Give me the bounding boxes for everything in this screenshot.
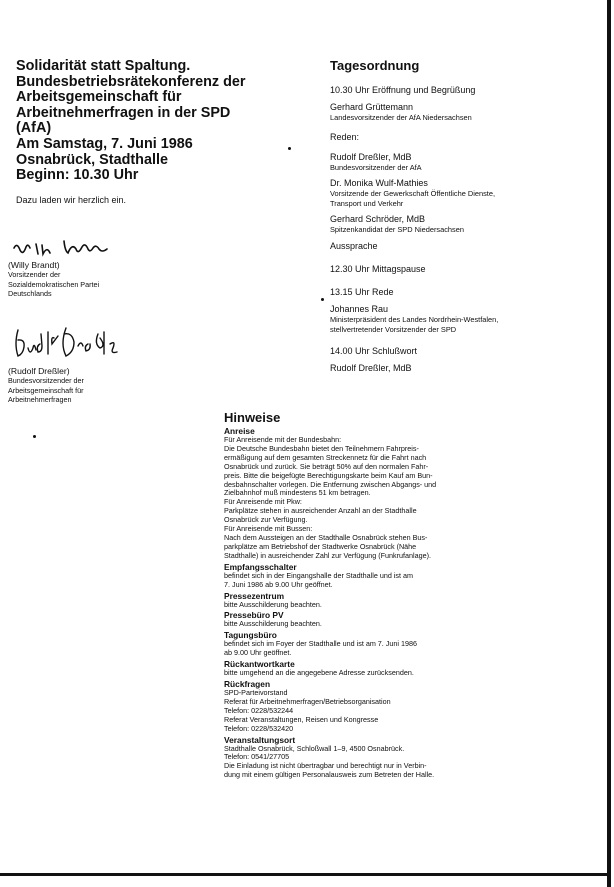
agenda-speaker-role: Spitzenkandidat der SPD Niedersachsen — [330, 225, 464, 235]
notes-line: Für Anreisende mit Pkw: — [224, 497, 302, 507]
agenda-speaker-name: Dr. Monika Wulf-Mathies — [330, 178, 428, 189]
signatory-role: Bundesvorsitzender der — [8, 376, 84, 385]
signature-dressler — [8, 322, 138, 364]
notes-line: Osnabrück und zurück. Sie beträgt 50% auf den normalen Fahr- — [224, 461, 429, 471]
agenda-speaker-role: Vorsitzende der Gewerkschaft Öffentliche Dienste, — [330, 189, 496, 199]
headline-line: Bundesbetriebsrätekonferenz der — [16, 73, 246, 90]
scan-speck — [33, 435, 36, 438]
notes-section — [224, 410, 604, 780]
agenda-closing: 14.00 Uhr Schlußwort — [330, 346, 418, 357]
notes-line: desbahnschalter vorlegen. Die Entfernung zwischen Abgangs- und — [224, 479, 437, 489]
notes-line: bitte Ausschilderung beachten. — [224, 619, 322, 629]
notes-heading: Veranstaltungsort — [224, 734, 296, 745]
notes-line: Referat für Arbeitnehmerfragen/Betriebsorganisation — [224, 696, 391, 706]
notes-heading: Pressezentrum — [224, 590, 285, 601]
agenda-speaker-role: Bundesvorsitzender der AfA — [330, 162, 422, 172]
notes-line: Telefon: 0228/532420 — [224, 723, 294, 733]
page-edge-bottom — [0, 873, 611, 876]
notes-line: befindet sich im Foyer der Stadthalle und ist am 7. Juni 1986 — [224, 639, 417, 649]
agenda-speaker-name: Gerhard Schröder, MdB — [330, 214, 426, 225]
agenda — [330, 58, 600, 374]
agenda-greeter-name: Gerhard Grüttemann — [330, 102, 414, 112]
notes-line: Die Deutsche Bundesbahn bietet den Teilnehmern Fahrpreis- — [224, 443, 419, 453]
notes-heading: Rückfragen — [224, 679, 271, 690]
headline-line: Beginn: 10.30 Uhr — [16, 167, 139, 184]
agenda-discussion: Aussprache — [330, 240, 378, 251]
page-edge-right — [607, 0, 611, 887]
agenda-speaker-role: Transport und Verkehr — [330, 198, 404, 208]
headline-line: Osnabrück, Stadthalle — [16, 151, 168, 168]
notes-line: SPD-Parteivorstand — [224, 688, 288, 698]
notes-heading: Empfangsschalter — [224, 561, 297, 572]
notes-line: befindet sich in der Eingangshalle der Stadthalle und ist am — [224, 570, 413, 580]
agenda-title: Tagesordnung — [330, 58, 420, 73]
notes-line: ab 9.00 Uhr geöffnet. — [224, 648, 292, 658]
notes-line: ermäßigung auf dem gesamten Streckennetz für die Fahrt nach — [224, 452, 427, 462]
notes-line: Stadthalle Osnabrück, Schloßwall 1–9, 4500 Osnabrück. — [224, 743, 405, 753]
signatory-role: Arbeitsgemeinschaft für — [8, 385, 84, 395]
notes-heading: Pressebüro PV — [224, 610, 284, 621]
agenda-speech-role: stellvertretender Vorsitzender der SPD — [330, 324, 457, 334]
headline — [16, 59, 306, 184]
notes-title: Hinweise — [224, 410, 281, 425]
agenda-speech-time: 13.15 Uhr Rede — [330, 286, 394, 297]
notes-line: Telefon: 0228/532244 — [224, 705, 294, 715]
notes-heading: Anreise — [224, 426, 255, 436]
notes-line: dung mit einem gültigen Personalausweis zum Betreten der Halle. — [224, 770, 435, 780]
signatory-name: (Rudolf Dreßler) — [8, 366, 70, 376]
notes-line: bitte Ausschilderung beachten. — [224, 599, 322, 609]
headline-line: (AfA) — [16, 120, 52, 137]
agenda-speeches-label: Reden: — [330, 131, 360, 142]
signature-block-dressler — [8, 322, 158, 405]
agenda-lunch: 12.30 Uhr Mittagspause — [330, 263, 426, 274]
scan-speck — [288, 147, 291, 150]
notes-line: Für Anreisende mit der Bundesbahn: — [224, 435, 342, 444]
headline-line: Arbeitnehmerfragen in der SPD — [16, 104, 231, 121]
signatory-role: Vorsitzender der — [8, 270, 61, 279]
signatory-role: Arbeitnehmerfragen — [8, 395, 72, 405]
notes-line: Für Anreisende mit Bussen: — [224, 524, 313, 534]
invitation-text: Dazu laden wir herzlich ein. — [16, 194, 127, 205]
notes-line: preis. Bitte die beigefügte Berechtigungskarte beim Kauf am Bun- — [224, 470, 433, 480]
headline-line: Solidarität statt Spaltung. — [16, 58, 191, 74]
agenda-opening: 10.30 Uhr Eröffnung und Begrüßung — [330, 85, 476, 95]
notes-line: Stadthalle) in ausreichender Zahl zur Verfügung (Funkrufanlage). — [224, 550, 431, 560]
notes-heading: Rückantwortkarte — [224, 659, 295, 670]
headline-line: Am Samstag, 7. Juni 1986 — [16, 135, 193, 152]
notes-line: Osnabrück zur Verfügung. — [224, 515, 308, 525]
scan-speck — [321, 298, 324, 301]
notes-line: 7. Juni 1986 ab 9.00 Uhr geöffnet. — [224, 579, 333, 589]
notes-line: Nach dem Aussteigen an der Stadthalle Osnabrück stehen Bus- — [224, 532, 428, 542]
agenda-speech-role: Ministerpräsident des Landes Nordrhein-Westfalen, — [330, 314, 499, 324]
agenda-speaker-name: Rudolf Dreßler, MdB — [330, 151, 412, 162]
agenda-speech-name: Johannes Rau — [330, 303, 389, 314]
notes-line: Die Einladung ist nicht übertragbar und berechtigt nur in Verbin- — [224, 761, 427, 771]
agenda-closing-name: Rudolf Dreßler, MdB — [330, 363, 412, 374]
notes-line: Referat Veranstaltungen, Reisen und Kongresse — [224, 714, 379, 724]
notes-line: Zielbahnhof muß mindestens 51 km betragen. — [224, 488, 371, 498]
notes-line: Telefon: 0541/27705 — [224, 752, 290, 762]
headline-line: Arbeitsgemeinschaft für — [16, 89, 182, 106]
signatory-role: Deutschlands — [8, 289, 52, 299]
signatory-name: (Willy Brandt) — [8, 260, 60, 270]
invitation-header — [16, 59, 306, 205]
agenda-greeter-role: Landesvorsitzender der AfA Niedersachsen — [330, 113, 472, 122]
signature-block-brandt — [8, 236, 158, 299]
signature-brandt — [8, 236, 128, 258]
notes-line: parkplätze am Betriebshof der Stadtwerke Osnabrück (Nähe — [224, 541, 417, 551]
notes-line: Parkplätze stehen in ausreichender Anzahl an der Stadthalle — [224, 506, 417, 516]
notes-line: bitte umgehend an die angegebene Adresse zurücksenden. — [224, 668, 414, 678]
notes-heading: Tagungsbüro — [224, 630, 277, 641]
signatory-role: Sozialdemokratischen Partei — [8, 279, 100, 289]
